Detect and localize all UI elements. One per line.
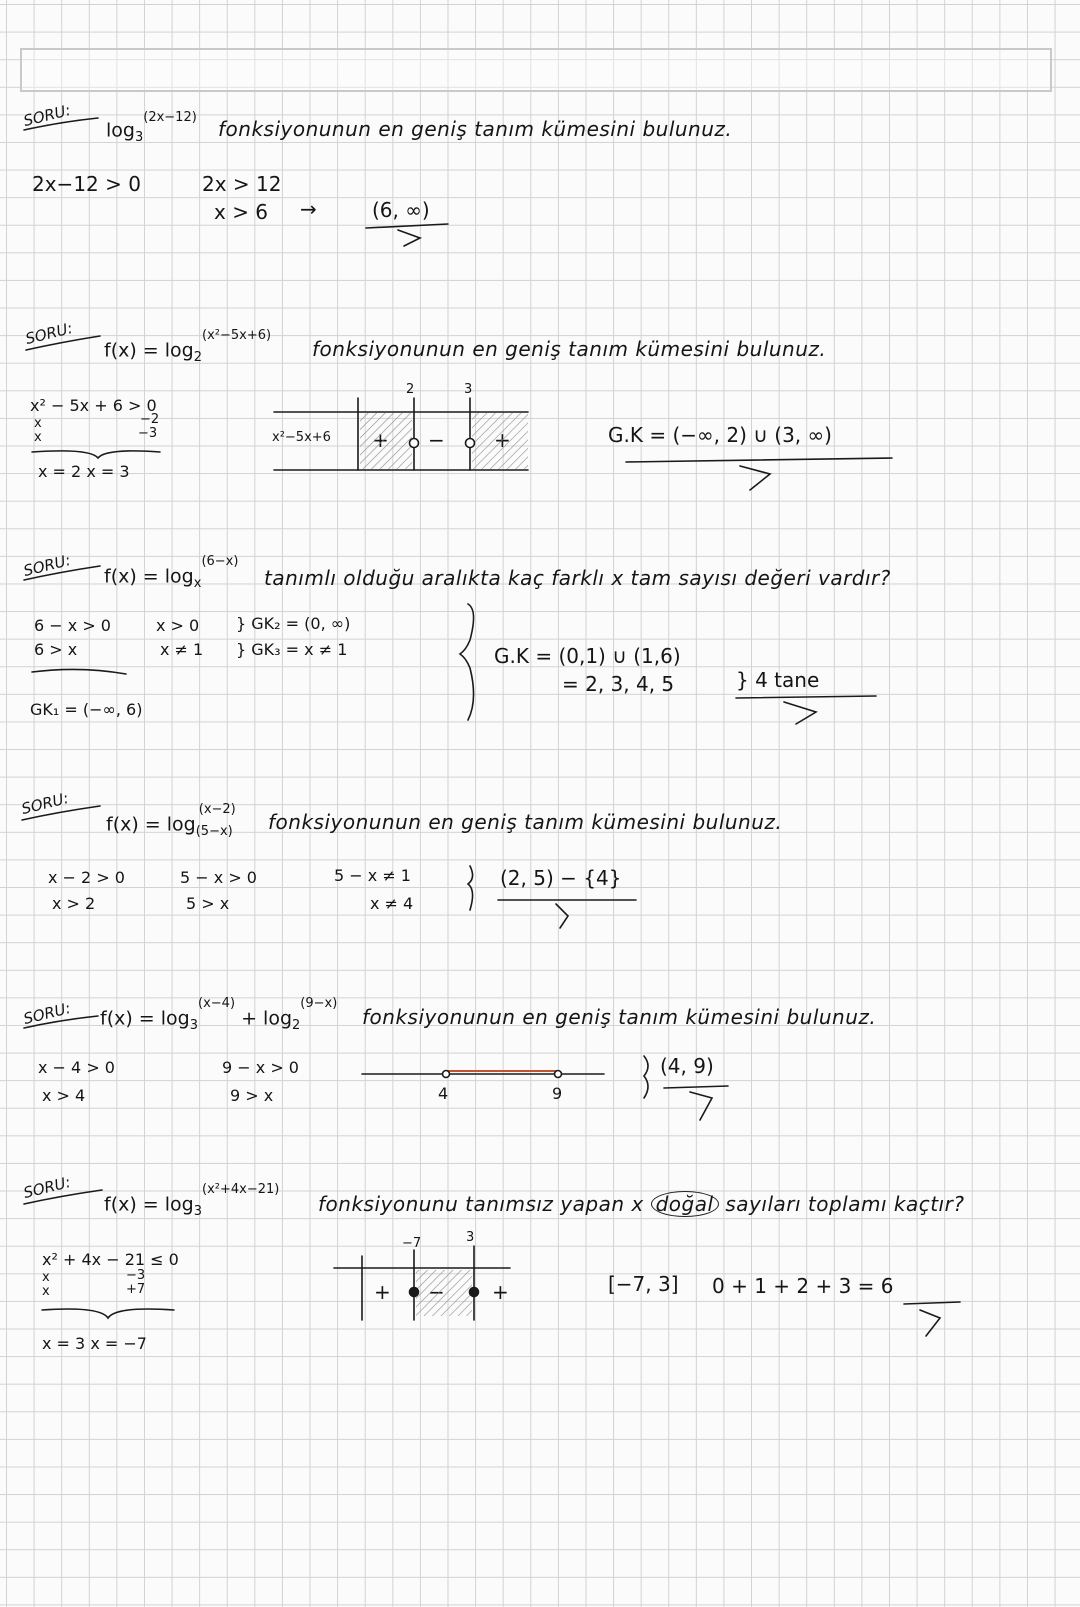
open-point [466,439,475,448]
root-label: 2 [406,382,415,397]
condition: 5 − x > 0 [180,868,257,887]
factor: x [34,416,42,431]
factor: −3 [126,1268,146,1283]
answer-underline [664,1086,728,1088]
work-line: x > 6 [214,200,269,224]
answer: (6, ∞) [372,198,430,222]
soru-label: SORU: [21,100,73,130]
work-line: x² − 5x + 6 > 0 [30,396,157,415]
hatched-region [416,1270,472,1316]
soru-label: SORU: [23,318,75,348]
answer-underline [736,696,876,698]
soru-underline [22,806,100,820]
soru-underline [24,1016,98,1028]
small-brace [644,1056,648,1098]
condition: x ≠ 1 [160,640,204,659]
condition: 5 > x [186,894,230,913]
answer-underline [366,224,448,228]
roots: x = 3 x = −7 [42,1334,147,1353]
condition: 9 > x [230,1086,274,1105]
factor: x [42,1284,50,1299]
condition: x > 2 [52,894,96,913]
answer: (2, 5) − {4} [500,866,622,890]
check-mark [920,1310,940,1336]
filled-point [470,1288,479,1297]
condition: 6 > x [34,640,78,659]
hatched-region [360,413,412,469]
function-expression: $f(x) = \log_2^{(x^2-5x+6)}$ [104,328,272,366]
answer: } 4 tane [736,668,820,692]
condition: x > 0 [156,616,200,635]
sign-table-label: x²−5x+6 [272,430,331,445]
question-text: fonksiyonunun en geniş tanım kümesini bulunuz. [312,337,827,361]
question-text: tanımlı olduğu aralıkta kaç farklı x tam sayısı değeri vardır? [264,566,891,590]
soru-underline [24,566,100,580]
condition: x > 4 [42,1086,86,1105]
factor: x [34,430,42,445]
condition: x − 4 > 0 [38,1058,115,1077]
soru-underline [24,118,98,130]
integer-values: = 2, 3, 4, 5 [562,672,675,696]
condition: 5 − x ≠ 1 [334,866,411,885]
work-line: 2x > 12 [202,172,282,196]
roots: x = 2 x = 3 [38,462,130,481]
condition: 6 − x > 0 [34,616,111,635]
open-point [443,1071,450,1078]
soru-label: SORU: [21,998,73,1028]
soru-underline [26,336,100,350]
gk3: } GK₃ = x ≠ 1 [236,640,348,659]
question-text: fonksiyonunu tanımsız yapan x doğal sayıları toplamı kaçtır? [318,1192,965,1216]
factor: +7 [126,1282,146,1297]
check-mark [556,904,568,928]
open-point [555,1071,562,1078]
factor: −2 [140,412,160,427]
check-mark [398,230,420,246]
answer-underline [626,458,892,462]
sign: + [492,1280,509,1304]
soru-label: SORU: [19,788,71,818]
log-expression: $\log_3^{(2x-12)}$ [106,110,197,146]
answer: G.K = (−∞, 2) ∪ (3, ∞) [608,423,832,447]
function-expression: $f(x) = \log_{(5-x)}^{(x-2)}$ [106,802,236,840]
function-expression: $f(x) = \log_x^{(6-x)}$ [104,554,239,592]
root-label: 3 [464,382,473,397]
gk1: GK₁ = (−∞, 6) [30,700,143,719]
arrow: → [300,197,317,221]
soru-label: SORU: [21,1172,73,1202]
work-line: x² + 4x − 21 ≤ 0 [42,1250,179,1269]
underline [32,669,126,674]
check-mark [690,1092,712,1120]
function-expression: $f(x) = \log_3^{(x-4)} + \log_2^{(9-x)}$ [100,996,338,1034]
root-label: 3 [466,1230,475,1245]
soru-underline [24,1190,102,1204]
factor-brace [42,1309,174,1318]
small-brace [468,866,473,910]
big-brace [460,604,474,720]
sign: + [374,1280,391,1304]
gk2: } GK₂ = (0, ∞) [236,614,351,633]
factor-brace [32,451,160,458]
question-text: fonksiyonunun en geniş tanım kümesini bulunuz. [362,1005,877,1029]
work-line: 2x−12 > 0 [32,172,141,196]
condition: 9 − x > 0 [222,1058,299,1077]
answer: (4, 9) [660,1054,714,1078]
condition: x ≠ 4 [370,894,414,913]
circled-word: doğal [651,1191,719,1217]
domain: G.K = (0,1) ∪ (1,6) [494,644,681,668]
root-label: −7 [402,1236,422,1251]
factor: x [42,1270,50,1285]
function-expression: $f(x) = \log_3^{(x^2+4x-21)}$ [104,1182,280,1220]
number-line-label: 9 [552,1084,563,1103]
factor: −3 [138,426,158,441]
answer-underline [904,1302,960,1304]
condition: x − 2 > 0 [48,868,125,887]
check-mark [784,702,816,724]
interval: [−7, 3] [608,1272,679,1296]
answer: 0 + 1 + 2 + 3 = 6 [712,1274,894,1298]
question-text: fonksiyonunun en geniş tanım kümesini bulunuz. [218,117,733,141]
question-text: fonksiyonunun en geniş tanım kümesini bulunuz. [268,810,783,834]
open-point [410,439,419,448]
filled-point [410,1288,419,1297]
number-line-label: 4 [438,1084,449,1103]
check-mark [740,466,770,490]
sign: − [428,428,445,452]
hatched-region [472,413,528,469]
soru-label: SORU: [21,550,73,580]
